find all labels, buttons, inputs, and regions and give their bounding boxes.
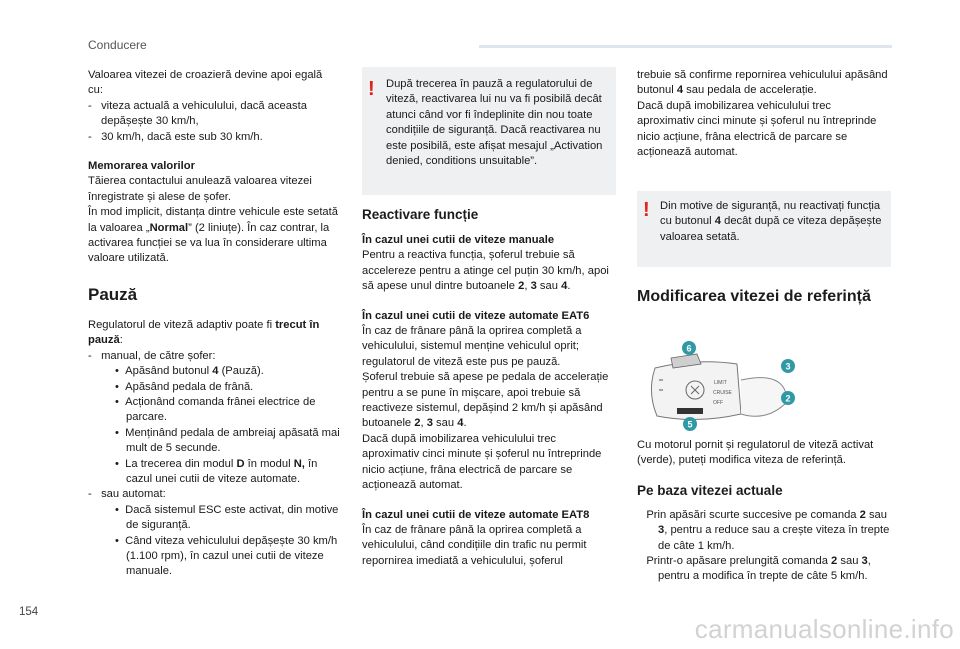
- header-bar: [479, 45, 892, 48]
- control-label-limit: LIMIT: [714, 380, 727, 386]
- svg-text:3: 3: [785, 361, 791, 372]
- svg-text:5: 5: [687, 419, 693, 430]
- steering-control-illustration: [637, 340, 827, 432]
- section-header: Conducere: [88, 38, 147, 52]
- column-3-top: [637, 68, 891, 160]
- list-item: • Menținând pedala de ambreiaj apăsată mai mult de 5 secunde.: [115, 426, 340, 455]
- eat6-text-3: Dacă după imobilizarea vehiculului trec aproximativ cinci minute și șoferul nu întreprinde nicio acțiune, frâna electrică de parcare se acționează automat.: [362, 432, 602, 492]
- list-item: • La trecerea din modul D în modul N, în cazul unei cutii de viteze automate.: [115, 457, 318, 485]
- manual-gearbox-title: În cazul unei cutii de viteze manuale: [362, 234, 555, 246]
- svg-text:2: 2: [785, 393, 791, 404]
- column-3-bottom: [637, 438, 891, 585]
- column-1: [88, 68, 340, 580]
- warning-text-2: Din motive de siguranță, nu reactivați funcția cu butonul 4 decât după ce viteza depășește valoarea setată.: [660, 200, 882, 243]
- pause-intro: Regulatorul de viteză adaptiv poate fi trecut în pauză:: [88, 318, 320, 347]
- current-speed-title: Pe baza vitezei actuale: [637, 482, 783, 498]
- list-item: Prin apăsări scurte succesive pe comanda 2 sau 3, pentru a reduce sau a crește viteza în trepte de câte 1 km/h.: [646, 508, 890, 552]
- list-item: - 30 km/h, dacă este sub 30 km/h.: [88, 130, 263, 143]
- eat6-text: În caz de frânare până la oprirea completă a vehiculului, sistemul menține vehiculul oprit; regulatorul de viteză este pus pe pauză.: [362, 325, 582, 368]
- modify-speed-title: Modificarea vitezei de referință: [637, 288, 871, 305]
- callout-2: [781, 391, 795, 405]
- list-item: - sau automat:: [88, 488, 166, 501]
- warning-note-1: [362, 67, 616, 195]
- callout-6: [682, 341, 696, 355]
- list-item: • Acționând comanda frânei electrice de parcare.: [115, 395, 316, 424]
- eat6-text-2: Șoferul trebuie să apese pe pedala de accelerație pentru a se pune în mișcare, apoi trebuie să reactiveze sistemul, depășind 2 km/h și apăsând butoanele 2, 3 sau 4.: [362, 371, 609, 430]
- watermark: carmanualsonline.info: [694, 614, 954, 644]
- list-item: - manual, de către șofer:: [88, 349, 216, 362]
- eat8-text: În caz de frânare până la oprirea completă a vehiculului, când condițiile din trafic nu permit repornirea imediată a vehiculului, șoferul: [362, 523, 587, 567]
- list-item: • Când viteza vehiculului depășește 30 km/h (1.100 rpm), în cazul unei cutii de viteze manuale.: [115, 534, 338, 578]
- list-item: Printr-o apăsare prelungită comanda 2 sau 3, pentru a modifica în trepte de câte 5 km/h.: [646, 555, 871, 583]
- svg-text:6: 6: [686, 343, 692, 354]
- callout-3: [781, 359, 795, 373]
- memory-title: Memorarea valorilor: [88, 160, 195, 173]
- list-item: • Apăsând butonul 4 (Pauză).: [115, 365, 264, 378]
- reactivation-title: Reactivare funcție: [362, 207, 479, 222]
- eat8-continued: trebuie să confirme repornirea vehiculului apăsând butonul 4 sau pedala de accelerație.: [637, 69, 888, 97]
- control-label-off: OFF: [713, 400, 723, 406]
- eat6-title: În cazul unei cutii de viteze automate EAT6: [362, 309, 590, 322]
- memory-text: Tăierea contactului anulează valoarea vitezei înregistrate și alese de șofer.: [88, 175, 312, 203]
- memory-text-2: În mod implicit, distanța dintre vehicule este setată la valoarea „Normal” (2 liniuțe). În caz contrar, la activarea funcției se va lua în considerare ultima valoare utilizată.: [88, 206, 338, 265]
- callout-5: [683, 417, 697, 431]
- warning-text-1: După trecerea în pauză a regulatorului de viteză, reactivarea lui nu va fi posibilă decât atunci când vor fi îndeplinite din nou toate condițiile de siguranță. Dacă reactivarea nu este posibilă, este afișat mesajul „Activation denied, conditions unsuitable”.: [386, 78, 603, 168]
- manual-gearbox-text: Pentru a reactiva funcția, șoferul trebuie să accelereze pentru a atinge cel puțin 30 km/h, apoi să apese unul dintre butoanele 2, 3 sau 4.: [362, 249, 609, 293]
- warning-icon: !: [643, 199, 650, 221]
- modify-speed-text: Cu motorul pornit și regulatorul de viteză activat (verde), puteți modifica viteza de referință.: [637, 439, 874, 467]
- eat8-continued-2: Dacă după imobilizarea vehiculului trec aproximativ cinci minute și șoferul nu întreprinde nicio acțiune, frâna electrică de parcare se acționează automat.: [637, 99, 877, 159]
- page-number: 154: [19, 606, 39, 618]
- control-label-cruise: CRUISE: [713, 390, 732, 396]
- pause-title: Pauză: [88, 284, 138, 304]
- column-2: [362, 206, 616, 569]
- warning-icon: !: [368, 78, 375, 100]
- eat8-title: În cazul unei cutii de viteze automate EAT8: [362, 508, 590, 521]
- list-item: • Apăsând pedala de frână.: [115, 380, 254, 393]
- list-item: • Dacă sistemul ESC este activat, din motive de siguranță.: [115, 503, 339, 532]
- warning-note-2: [637, 191, 891, 267]
- list-item: - viteza actuală a vehiculului, dacă aceasta depășește 30 km/h,: [88, 99, 307, 128]
- intro-text: Valoarea vitezei de croazieră devine apoi egală cu:: [88, 69, 323, 97]
